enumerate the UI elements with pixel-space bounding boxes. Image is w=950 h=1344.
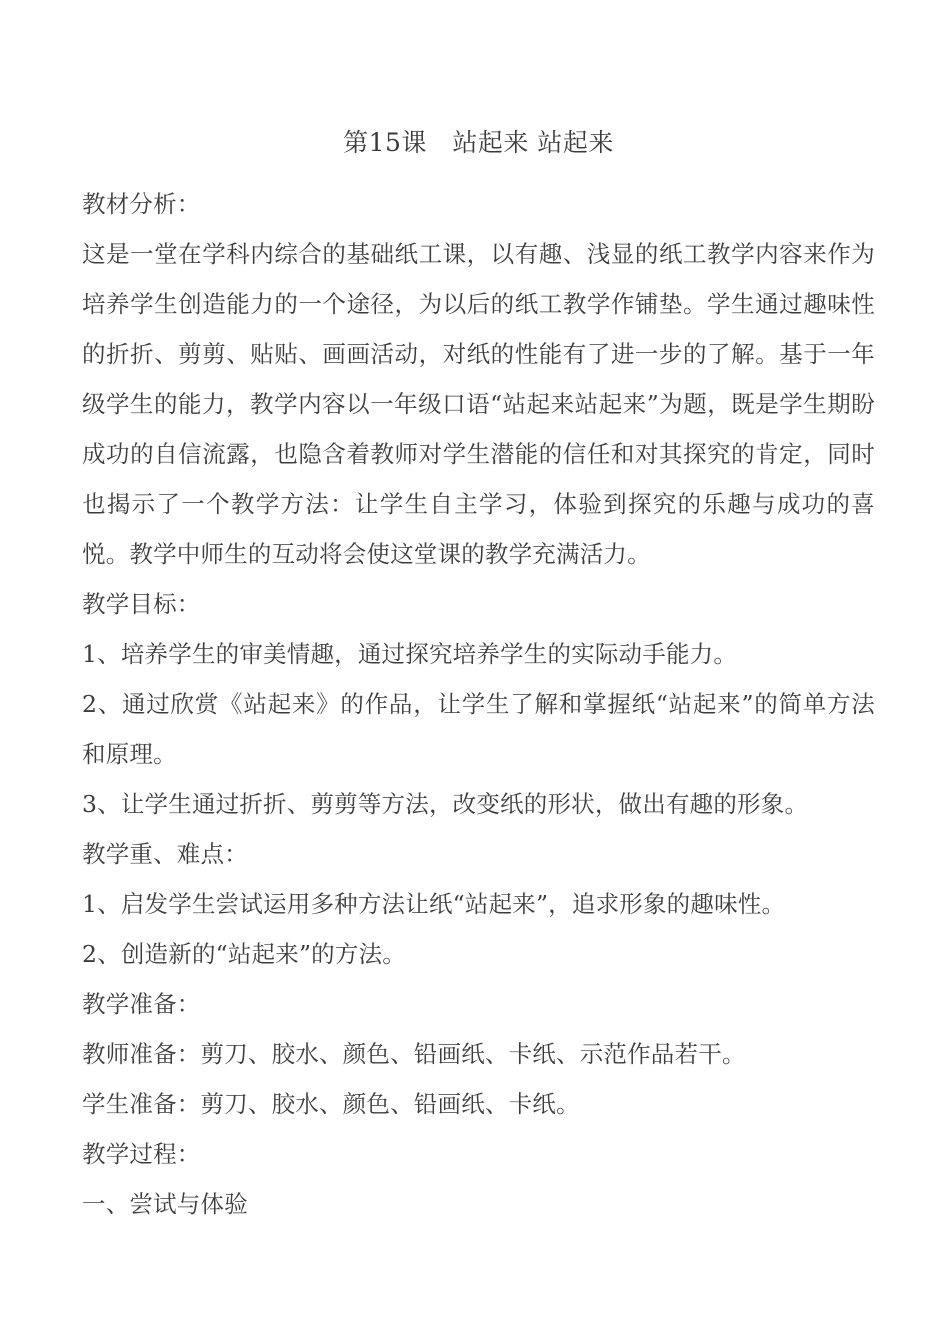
objective-item-3: 3、让学生通过折折、剪剪等方法，改变纸的形状，做出有趣的形象。 <box>82 790 809 818</box>
paragraph-textbook-analysis: 这是一堂在学科内综合的基础纸工课，以有趣、浅显的纸工教学内容来作为培养学生创造能力的一个途径，为以后的纸工教学作铺垫。学生通过趣味性的折折、剪剪、贴贴、画画活动，对纸的性能有了进一步的了解。基于一年级学生的能力，教学内容以一年级口语“站起来站起来”为题，既是学生期盼成功的自信流露，也隐含着教师对学生潜能的信任和对其探究的肯定，同时也揭示了一个教学方法：让学生自主学习，体验到探究的乐趣与成功的喜悦。教学中师生的互动将会使这堂课的教学充满活力。 <box>82 240 875 568</box>
section-heading-teaching-preparation: 教学准备： <box>82 990 201 1018</box>
objective-item-1: 1、培养学生的审美情趣，通过探究培养学生的实际动手能力。 <box>82 640 738 668</box>
section-heading-teaching-process: 教学过程： <box>82 1140 201 1168</box>
section-heading-textbook-analysis: 教材分析： <box>82 190 201 218</box>
process-step-1: 一、尝试与体验 <box>82 1190 248 1218</box>
document-body <box>82 179 875 1229</box>
objective-item-2: 2、通过欣赏《站起来》的作品，让学生了解和掌握纸“站起来”的简单方法和原理。 <box>82 690 875 768</box>
page-title: 第15课 站起来 站起来 <box>343 128 614 157</box>
preparation-student: 学生准备：剪刀、胶水、颜色、铅画纸、卡纸。 <box>82 1090 580 1118</box>
key-point-item-1: 1、启发学生尝试运用多种方法让纸“站起来”，追求形象的趣味性。 <box>82 890 786 918</box>
section-heading-key-difficult-points: 教学重、难点： <box>82 840 248 868</box>
section-heading-teaching-objectives: 教学目标： <box>82 590 201 618</box>
key-point-item-2: 2、创造新的“站起来”的方法。 <box>82 940 406 968</box>
preparation-teacher: 教师准备：剪刀、胶水、颜色、铅画纸、卡纸、示范作品若干。 <box>82 1040 746 1068</box>
